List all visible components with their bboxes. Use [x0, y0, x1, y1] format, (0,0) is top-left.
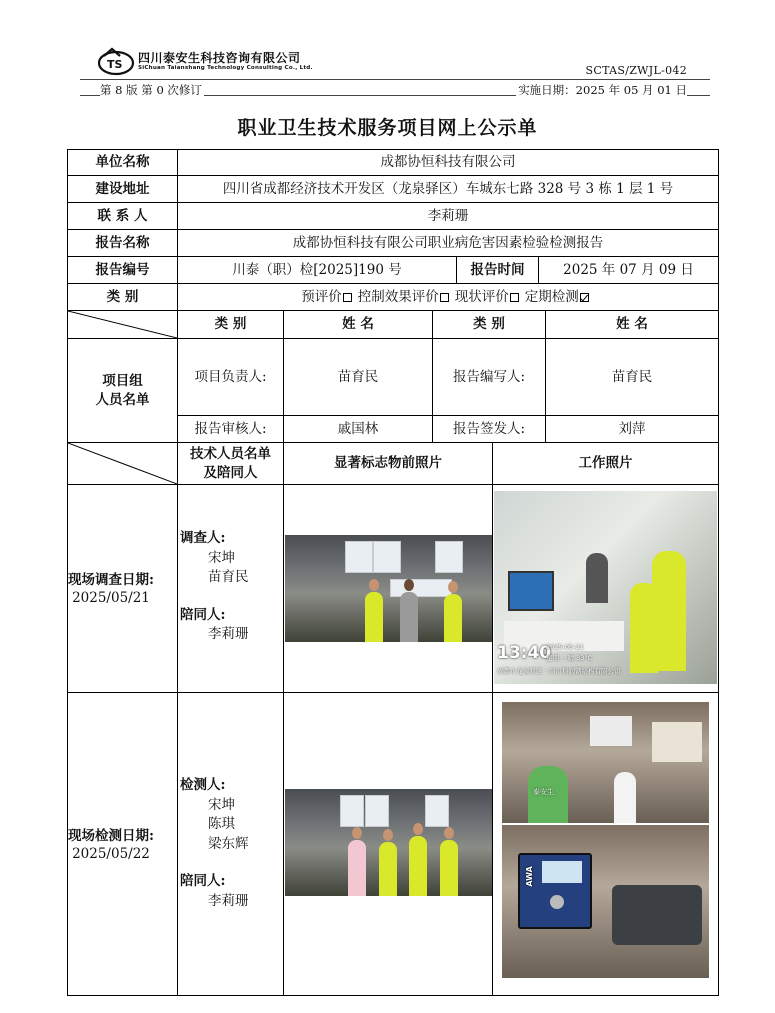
tester-title: 检测人:	[180, 777, 226, 793]
investigator-name: 苗育民	[208, 569, 249, 586]
diagonal-line	[68, 443, 177, 484]
checkbox-status-evaluation[interactable]	[510, 293, 519, 302]
survey-work-photo-cell	[492, 484, 719, 693]
testing-sign-photo-cell	[283, 692, 493, 996]
header-rule-top	[80, 79, 710, 80]
role-project-leader: 项目负责人:	[177, 338, 284, 416]
tester-name: 陈琪	[208, 816, 235, 833]
category-option-pre-evaluation: 预评价	[301, 288, 358, 306]
survey-sign-photo	[285, 535, 492, 642]
svg-text:TS: TS	[107, 58, 123, 71]
team-col-category-2: 类 别	[432, 310, 546, 339]
work-photo-header: 工作照片	[492, 442, 719, 485]
tester-name: 宋坤	[208, 796, 235, 813]
tester-name: 梁东辉	[208, 835, 249, 852]
role-report-issuer: 报告签发人:	[432, 415, 546, 443]
checkbox-pre-evaluation[interactable]	[343, 293, 352, 302]
version-text: 第 8 版 第 0 次修订	[100, 83, 202, 97]
role-report-reviewer: 报告审核人:	[177, 415, 284, 443]
tech-staff-header: 技术人员名单 及陪同人	[177, 442, 284, 485]
team-col-name-2: 姓 名	[545, 310, 719, 339]
value-report-time: 2025 年 07 月 09 日	[538, 256, 719, 284]
page-title: 职业卫生技术服务项目网上公示单	[237, 117, 538, 139]
vest-logo-text: 泰安生	[533, 788, 554, 796]
value-address: 四川省成都经济技术开发区（龙泉驿区）车城东七路 328 号 3 栋 1 层 1 号	[177, 175, 719, 203]
device-brand: AWA	[524, 866, 534, 887]
team-col-category-1: 类 别	[177, 310, 284, 339]
value-report-name: 成都协恒科技有限公司职业病危害因素检验检测报告	[177, 229, 719, 257]
testing-work-photo-1	[502, 702, 709, 823]
category-option-periodic-test: 定期检测	[525, 288, 595, 306]
checkbox-control-effect[interactable]	[440, 293, 449, 302]
investigator-title: 调查人:	[180, 530, 226, 546]
name-report-writer: 苗育民	[545, 338, 719, 416]
category-options	[177, 283, 719, 311]
investigator-name: 宋坤	[208, 549, 235, 566]
label-report-time: 报告时间	[456, 256, 539, 284]
survey-people-cell	[177, 484, 284, 693]
label-address: 建设地址	[67, 175, 178, 203]
effective-date: 实施日期：2025 年 05 月 01 日	[518, 83, 687, 97]
survey-work-photo	[494, 491, 717, 684]
company-name-en: SiChuan Taianshang Technology Consulting Co., Ltd.	[138, 65, 313, 71]
testing-people-cell	[177, 692, 284, 996]
noise-meter-device	[518, 853, 592, 929]
name-report-issuer: 刘萍	[545, 415, 719, 443]
team-header-corner	[67, 310, 178, 339]
testing-companion-title: 陪同人:	[180, 873, 226, 890]
checkbox-periodic-test[interactable]	[580, 293, 589, 302]
photo-stamp-date: 2025-05-21	[546, 643, 584, 651]
survey-date-label: 现场调查日期:	[68, 572, 154, 588]
testing-work-photo-2	[502, 825, 709, 978]
diagonal-line	[68, 311, 177, 338]
label-unit-name: 单位名称	[67, 149, 178, 176]
team-col-name-1: 姓 名	[283, 310, 433, 339]
monitor-shape	[508, 571, 554, 611]
photo-stamp-time: 13:40	[497, 643, 552, 663]
label-report-no: 报告编号	[67, 256, 178, 284]
name-project-leader: 苗育民	[283, 338, 433, 416]
sign-photo-header: 显著标志物前照片	[283, 442, 493, 485]
disclosure-table	[67, 149, 719, 996]
name-report-reviewer: 戚国林	[283, 415, 433, 443]
testing-date-value: 2025/05/22	[72, 846, 150, 863]
survey-sign-photo-cell	[283, 484, 493, 693]
testing-companion-name: 李莉珊	[208, 892, 249, 909]
category-option-control-effect: 控制效果评价	[358, 288, 455, 306]
team-section-label: 项目组 人员名单	[67, 338, 178, 443]
value-contact: 李莉珊	[177, 202, 719, 230]
survey-date-cell	[67, 484, 178, 693]
document-code: SCTAS/ZWJL-042	[585, 64, 687, 77]
survey-companion-name: 李莉珊	[208, 626, 249, 643]
testing-date-cell	[67, 692, 178, 996]
label-category: 类 别	[67, 283, 178, 311]
testing-sign-photo	[285, 789, 492, 896]
company-name-cn: 四川泰安生科技咨询有限公司	[138, 51, 301, 65]
survey-date-value: 2025/05/21	[72, 590, 150, 607]
label-report-name: 报告名称	[67, 229, 178, 257]
photo-stamp-weather: 星期三 晴 33°C	[546, 654, 593, 662]
testing-date-label: 现场检测日期:	[68, 828, 154, 844]
role-report-writer: 报告编写人:	[432, 338, 546, 416]
testing-work-photo-cell	[492, 692, 719, 996]
category-option-status-evaluation: 现状评价	[455, 288, 525, 306]
value-unit-name: 成都协恒科技有限公司	[177, 149, 719, 176]
company-logo	[98, 46, 348, 78]
survey-companion-title: 陪同人:	[180, 606, 226, 623]
label-contact: 联 系 人	[67, 202, 178, 230]
value-report-no: 川泰（职）检[2025]190 号	[177, 256, 457, 284]
photo-stamp-place: 成都市龙泉驿区・四川科润钢结构有限公司	[497, 667, 621, 675]
company-logo-icon	[98, 46, 136, 76]
photo-header-corner	[67, 442, 178, 485]
